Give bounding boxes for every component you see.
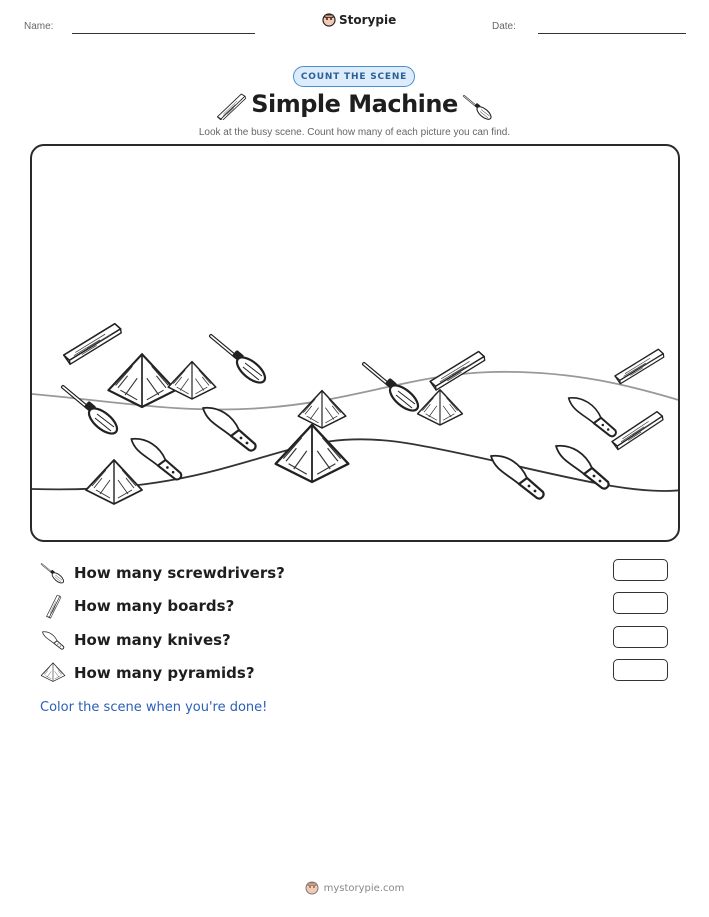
- knife-icon: [203, 408, 256, 451]
- knife-icon: [556, 446, 609, 489]
- knife-icon: [131, 439, 181, 480]
- name-label: Name:: [24, 21, 54, 32]
- question-knives: [40, 627, 231, 653]
- pyramid-icon: [418, 390, 463, 425]
- knife-icon: [40, 627, 66, 653]
- footer-url: mystorypie.com: [323, 882, 405, 894]
- screwdriver-icon: [211, 336, 269, 387]
- screwdriver-icon: [63, 387, 121, 438]
- pyramid-icon: [86, 460, 142, 504]
- instructions: Look at the busy scene. Count how many of each picture you can find.: [198, 127, 511, 138]
- answer-box-screwdrivers[interactable]: [613, 559, 668, 581]
- answer-box-pyramids[interactable]: [613, 659, 668, 681]
- pyramid-icon: [40, 660, 66, 686]
- pyramid-icon: [168, 362, 216, 399]
- question-boards: [40, 593, 234, 619]
- pyramid-icon: [108, 354, 175, 407]
- knife-icon: [491, 456, 544, 499]
- answer-box-knives[interactable]: [613, 626, 668, 648]
- brand: [322, 13, 396, 27]
- question-text: How many knives?: [74, 631, 231, 649]
- page-title: Simple Machine: [251, 90, 458, 118]
- storypie-logo-icon: [305, 881, 319, 895]
- board-icon: [427, 351, 488, 391]
- brand-name: Storypie: [339, 13, 397, 27]
- knife-icon: [569, 398, 616, 437]
- pyramid-icon: [298, 391, 346, 428]
- name-field[interactable]: [72, 33, 255, 34]
- question-text: How many boards?: [74, 597, 235, 615]
- board-icon: [608, 411, 666, 451]
- date-field[interactable]: [538, 33, 686, 34]
- board-icon: [612, 349, 667, 385]
- scene-illustration: [32, 146, 680, 542]
- date-label: Date:: [492, 21, 516, 32]
- footer: [0, 881, 709, 895]
- storypie-logo-icon: [322, 13, 336, 27]
- question-text: How many pyramids?: [74, 664, 255, 682]
- question-screwdrivers: [40, 560, 285, 586]
- pyramid-icon: [276, 425, 349, 482]
- board-icon: [60, 323, 124, 365]
- busy-scene: [30, 144, 680, 542]
- screwdriver-icon: [40, 560, 66, 586]
- question-pyramids: [40, 660, 255, 686]
- board-icon: [40, 593, 66, 619]
- question-text: How many screwdrivers?: [74, 564, 285, 582]
- color-instruction: Color the scene when you're done!: [40, 700, 268, 715]
- count-the-scene-badge: COUNT THE SCENE: [293, 66, 415, 87]
- answer-box-boards[interactable]: [613, 592, 668, 614]
- screwdriver-icon: [462, 92, 494, 122]
